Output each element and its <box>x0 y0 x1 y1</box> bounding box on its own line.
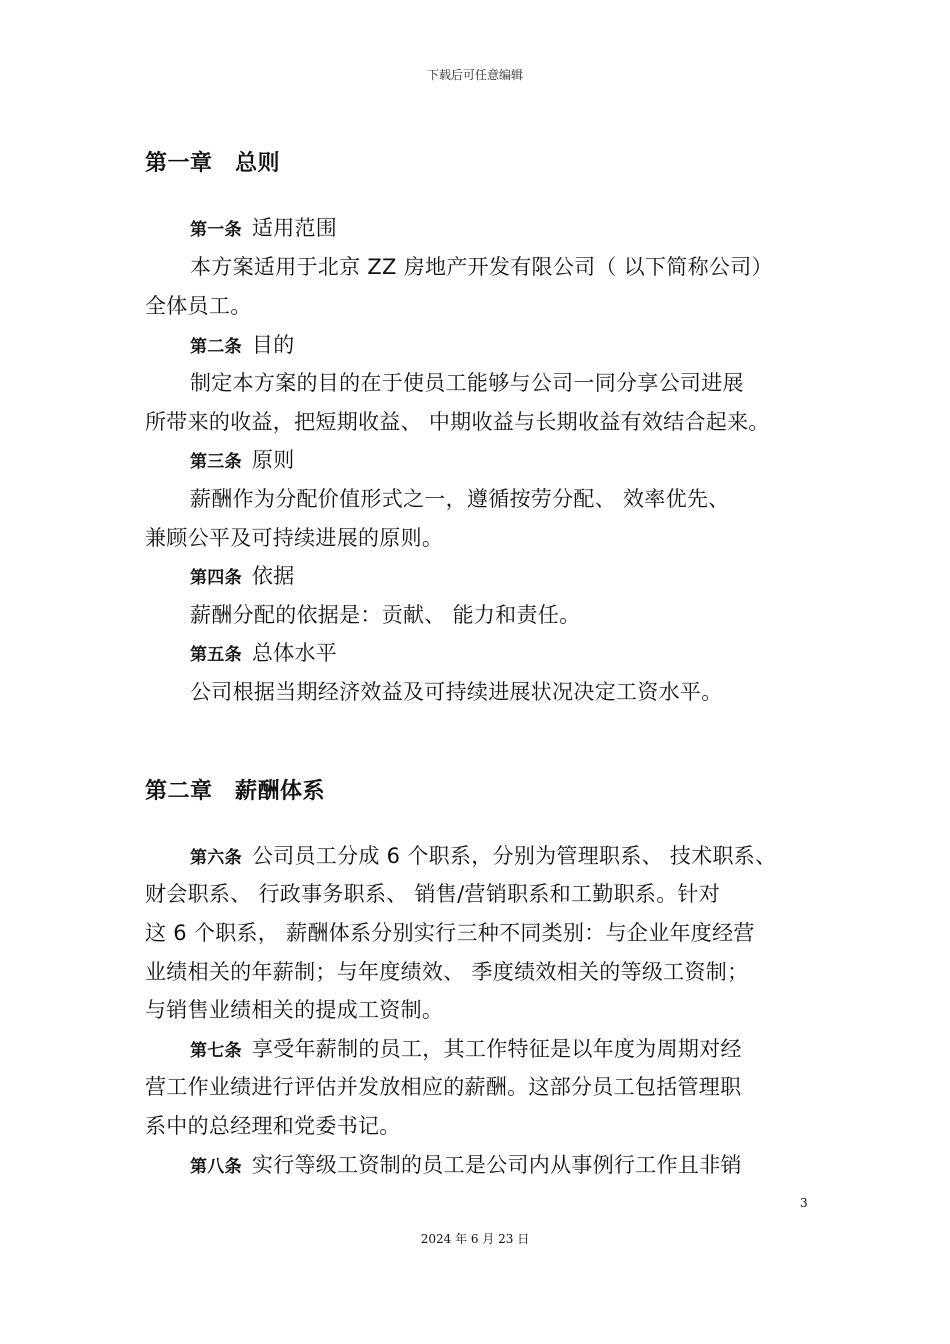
paragraph-line: 兼顾公平及可持续进展的原则。 <box>145 526 444 550</box>
paragraph-line: 全体员工。 <box>145 294 252 318</box>
chapter-1-title: 第一章 总则 <box>145 151 281 176</box>
paragraph-line: 财会职系、 行政事务职系、 销售/营销职系和工勤职系。针对 <box>145 882 721 906</box>
paragraph-text: 公司员工分成 6 个职系，分别为管理职系、 技术职系、 <box>251 844 777 868</box>
paragraph-line: 薪酬分配的依据是：贡献、 能力和责任。 <box>190 603 581 627</box>
paragraph-line: 制定本方案的目的在于使员工能够与公司一同分享公司进展 <box>190 371 744 395</box>
article-title: 原则 <box>251 448 295 472</box>
paragraph-text: 实行等级工资制的员工是公司内从事例行工作且非销 <box>251 1153 742 1177</box>
paragraph-line: 所带来的收益，把短期收益、 中期收益与长期收益有效结合起来。 <box>145 410 770 434</box>
page-header: 下载后可任意编辑 <box>426 68 523 82</box>
article-label: 第二条 <box>190 337 242 357</box>
article-label: 第五条 <box>190 645 242 665</box>
article-label: 第一条 <box>190 220 242 240</box>
paragraph-line: 业绩相关的年薪制；与年度绩效、 季度绩效相关的等级工资制； <box>145 960 749 984</box>
article-7-paragraph <box>190 1033 742 1063</box>
chapter-2-title: 第二章 薪酬体系 <box>145 779 326 804</box>
article-title: 总体水平 <box>251 641 338 665</box>
paragraph-line: 薪酬作为分配价值形式之一，遵循按劳分配、 效率优先、 <box>190 487 730 511</box>
paragraph-text: 享受年薪制的员工，其工作特征是以年度为周期对经 <box>251 1037 742 1061</box>
article-title: 目的 <box>251 333 295 357</box>
paragraph-line: 与销售业绩相关的提成工资制。 <box>145 998 444 1022</box>
article-3-heading <box>190 444 295 474</box>
article-5-heading <box>190 637 337 667</box>
paragraph-line: 这 6 个职系， 薪酬体系分别实行三种不同类别：与企业年度经营 <box>145 921 755 945</box>
article-label: 第四条 <box>190 568 242 588</box>
page-footer-date: 2024 年 6 月 23 日 <box>420 1232 530 1246</box>
article-6-paragraph <box>190 840 776 870</box>
article-8-paragraph <box>190 1149 742 1179</box>
paragraph-line: 系中的总经理和党委书记。 <box>145 1114 401 1138</box>
article-2-heading <box>190 329 295 359</box>
paragraph-line: 营工作业绩进行评估并发放相应的薪酬。这部分员工包括管理职 <box>145 1075 742 1099</box>
article-label: 第六条 <box>190 848 242 868</box>
article-title: 适用范围 <box>251 216 338 240</box>
article-title: 依据 <box>251 564 295 588</box>
paragraph-line: 本方案适用于北京 ZZ 房地产开发有限公司（ 以下简称公司） <box>190 255 773 279</box>
article-4-heading <box>190 560 295 590</box>
page-number: 3 <box>800 1196 808 1210</box>
article-label: 第三条 <box>190 452 242 472</box>
article-label: 第七条 <box>190 1041 242 1061</box>
article-1-heading <box>190 212 337 242</box>
paragraph-line: 公司根据当期经济效益及可持续进展状况决定工资水平。 <box>190 680 723 704</box>
article-label: 第八条 <box>190 1157 242 1177</box>
